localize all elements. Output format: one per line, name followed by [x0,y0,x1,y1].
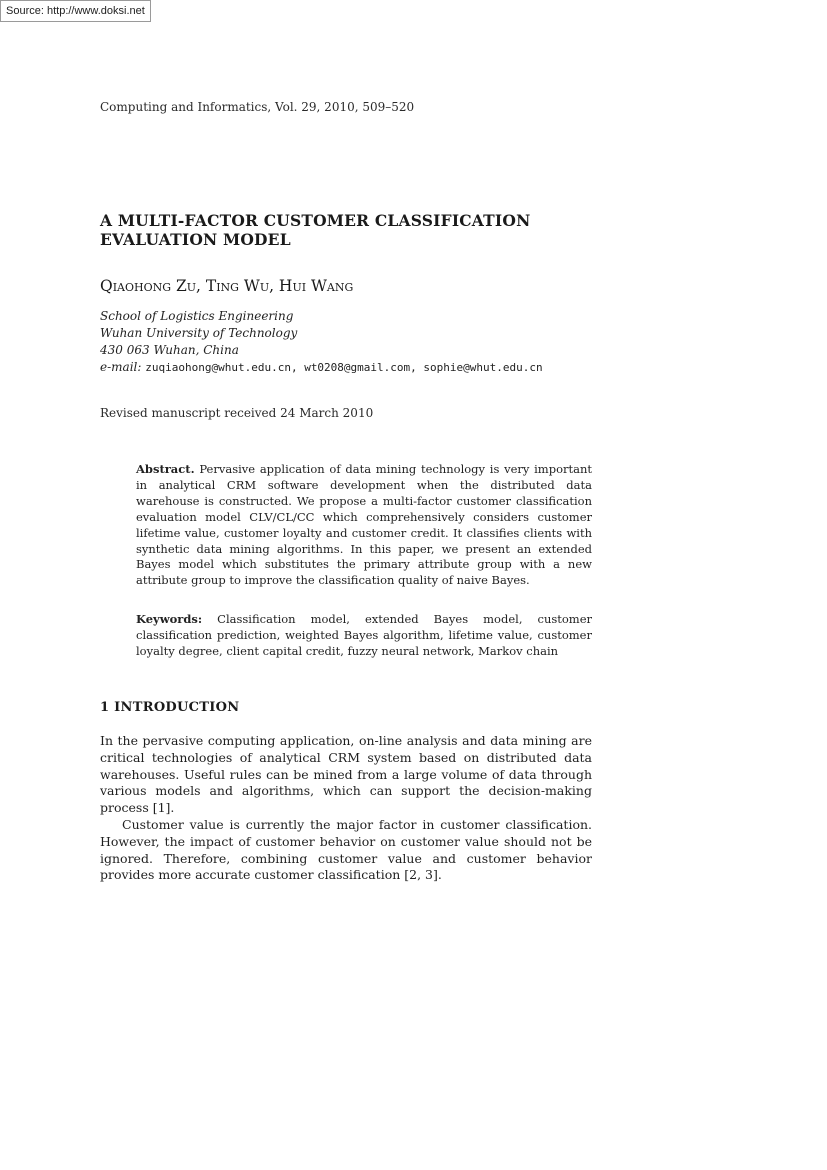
source-label: Source: http://www.doksi.net [0,0,151,22]
affiliation-university: Wuhan University of Technology [100,326,298,340]
journal-citation: Computing and Informatics, Vol. 29, 2010, 509–520 [100,100,415,114]
keywords-block [136,612,592,660]
email-label: e-mail: [100,360,142,374]
introduction-body [100,733,592,884]
affiliation-address: 430 063 Wuhan, China [100,343,239,357]
intro-paragraph-2: Customer value is currently the major factor in customer classification. However, the impact of customer behavior on customer value should not be ignored. Therefore, combining customer value and customer behavior provides more accurate customer classification [2, 3]. [100,816,592,883]
author-list: Qiaohong Zu, Ting Wu, Hui Wang [100,277,354,295]
keywords-text: Classification model, extended Bayes model, customer classification prediction, weighted Bayes algorithm, lifetime value, customer loyalty degree, client capital credit, fuzzy neural network, Markov chain [136,612,593,658]
email-addresses: zuqiaohong@whut.edu.cn, wt0208@gmail.com, sophie@whut.edu.cn [145,361,543,374]
title-line-1: A MULTI-FACTOR CUSTOMER CLASSIFICATION [100,211,531,230]
abstract-block [136,462,592,589]
email-line [100,359,543,376]
abstract-label: Abstract. [136,462,195,476]
abstract-text: Pervasive application of data mining technology is very important in analytical CRM software development when the distributed data warehouse is constructed. We propose a multi-factor customer classification evaluation model CLV/CL/CC which comprehensively considers customer lifetime value, customer loyalty and customer credit. It classifies clients with synthetic data mining algorithms. In this paper, we present an extended Bayes model which substitutes the primary attribute group with a new attribute group to improve the classification quality of naive Bayes. [136,462,592,588]
section-heading-introduction: 1 INTRODUCTION [100,700,240,715]
affiliation-block [100,308,543,376]
keywords-label: Keywords: [136,612,203,626]
intro-paragraph-1: In the pervasive computing application, on-line analysis and data mining are critical technologies of analytical CRM system based on distributed data warehouses. Useful rules can be mined from a large volume of data through various models and algorithms, which can support the decision-making process [1]. [100,733,592,816]
revision-date: Revised manuscript received 24 March 2010 [100,406,374,420]
affiliation-school: School of Logistics Engineering [100,309,294,323]
title-line-2: EVALUATION MODEL [100,230,291,249]
paper-title [100,211,620,249]
